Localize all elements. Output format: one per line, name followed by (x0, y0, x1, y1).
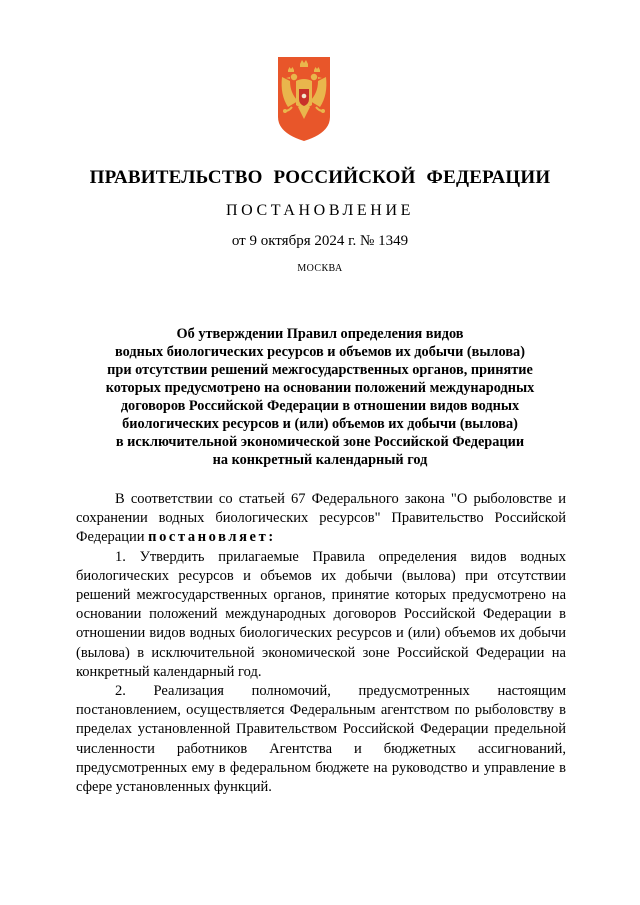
subject-line: Об утверждении Правил определения видов (176, 326, 464, 342)
item-1-paragraph: 1. Утвердить прилагаемые Правила определения видов водных биологических ресурсов и объемов их добычи (вылова) при отсутствии решений межгосударственных органов, принятие которых предусмотрено на основании положений международных договоров Российской Федерации в отношении видов водных биологических ресурсов и (или) объемов их добычи (вылова) в исключительной экономической зоне Российской Федерации на конкретный календарный год. (76, 548, 566, 680)
subject-line: на конкретный календарный год (212, 452, 428, 468)
coat-of-arms-icon (276, 55, 332, 143)
item-2-paragraph: 2. Реализация полномочий, предусмотренных настоящим постановлением, осуществляется Федеральным агентством по рыболовству в пределах установленной Правительством Российской Федерации предельной численности работников Агентства и бюджетных ассигнований, предусмотренных ему в федеральном бюджете на руководство и управление в сфере установленных функций. (76, 683, 566, 796)
document-type: ПОСТАНОВЛЕНИЕ (226, 202, 414, 219)
document-body (76, 490, 566, 797)
subject-line: при отсутствии решений межгосударственных органов, принятие (107, 362, 533, 378)
document-date-number: от 9 октября 2024 г. № 1349 (231, 233, 409, 249)
preamble-text: В соответствии со статьей 67 Федерального закона "О рыболовстве и сохранении водных биологических ресурсов" Правительство Российской Федерации (76, 491, 566, 546)
government-name: ПРАВИТЕЛЬСТВО РОССИЙСКОЙ ФЕДЕРАЦИИ (89, 167, 551, 188)
decree-word: постановляет: (148, 529, 276, 546)
preamble-paragraph (76, 490, 566, 548)
document-city: МОСКВА (297, 263, 343, 274)
subject-line: биологических ресурсов и (или) объемов их добычи (вылова) (122, 416, 518, 432)
document-subject (0, 325, 640, 469)
subject-line: которых предусмотрено на основании положений международных (105, 380, 535, 396)
subject-line: в исключительной экономической зоне Российской Федерации (115, 434, 525, 450)
subject-line: договоров Российской Федерации в отношении видов водных (120, 398, 520, 414)
subject-line: водных биологических ресурсов и объемов их добычи (вылова) (115, 344, 525, 360)
